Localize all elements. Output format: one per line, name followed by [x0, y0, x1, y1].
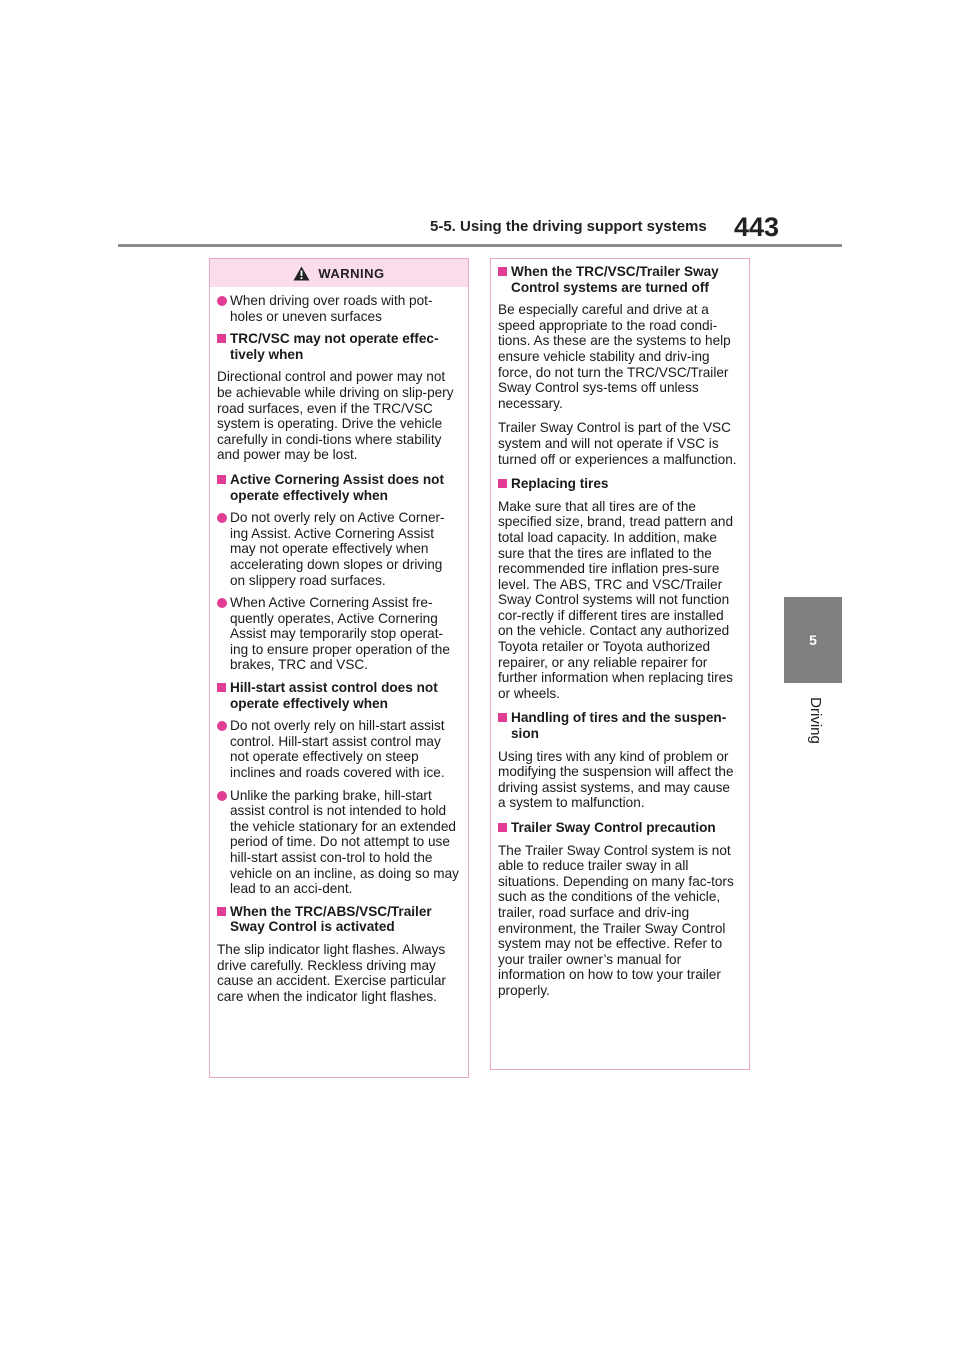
warning-label: WARNING	[318, 265, 385, 281]
page-number: 443	[734, 212, 780, 242]
header-rule	[118, 244, 842, 247]
list-item	[217, 293, 460, 324]
section-heading	[498, 264, 741, 295]
paragraph: The slip indicator light flashes. Always drive carefully. Reckless driving may cause an accident. Exercise particular care when the indicator light flashes.	[217, 941, 446, 1004]
heading-text: Hill-start assist control does not operate effectively when	[230, 680, 438, 711]
square-bullet-icon	[217, 334, 226, 343]
round-bullet-icon	[217, 791, 227, 801]
heading-text: TRC/VSC may not operate effec-tively when	[230, 331, 439, 362]
paragraph: Using tires with any kind of problem or modifying the suspension will affect the driving assist systems, and may cause a system to malfunction.	[498, 748, 734, 811]
paragraph: The Trailer Sway Control system is not able to reduce trailer sway in all situations. Depending on many fac-tors such as the conditions of the vehicle, trailer, road surface and driv-ing environment, the Trailer Sway Control system may not be effective. Refer to your trailer owner’s manual for information on how to tow your trailer properly.	[498, 842, 734, 998]
paragraph: Trailer Sway Control is part of the VSC system and will not operate if VSC is turned off or experiences a malfunction.	[498, 420, 737, 467]
round-bullet-icon	[217, 598, 227, 608]
heading-text: When the TRC/ABS/VSC/Trailer Sway Control is activated	[230, 903, 432, 935]
section-heading	[217, 331, 460, 362]
heading-text: When the TRC/VSC/Trailer Sway Control systems are turned off	[511, 264, 719, 295]
paragraph: Be especially careful and drive at a speed appropriate to the road condi-tions. As these are the systems to help ensure vehicle stability and driv-ing force, do not turn the TRC/VSC/Trailer Sway Control sys-tems off unless necessary.	[498, 302, 731, 411]
heading-text: Active Cornering Assist does not operate effectively when	[230, 471, 445, 503]
heading-text: Handling of tires and the suspen-sion	[511, 710, 727, 742]
section-heading	[217, 680, 460, 711]
heading-text: Replacing tires	[511, 476, 609, 492]
section-heading	[498, 710, 741, 741]
square-bullet-icon	[498, 823, 507, 832]
warning-content-left	[210, 287, 468, 1004]
round-bullet-icon	[217, 721, 227, 731]
bullet-text: When Active Cornering Assist fre-quently operates, Active Cornering Assist may temporarily stop operat-ing to ensure proper operation of the brakes, TRC and VSC.	[230, 595, 450, 673]
square-bullet-icon	[498, 267, 507, 276]
paragraph: Directional control and power may not be achievable while driving on slip-pery road surfaces, even if the TRC/VSC system is operating. Drive the vehicle carefully in condi-tions where stability and power may be lost.	[217, 369, 454, 463]
chapter-label	[800, 690, 830, 750]
square-bullet-icon	[498, 713, 507, 722]
bullet-text: Do not overly rely on Active Corner-ing Assist. Active Cornering Assist may not operate effectively when accelerating down slopes or driving on slippery road surfaces.	[230, 510, 445, 588]
paragraph: Make sure that all tires are of the specified size, brand, tread pattern and total load capacity. In addition, make sure that the tires are inflated to the recommended tire inflation pres-sure level. The ABS, TRC and VSC/Trailer Sway Control systems will not function cor-rectly if different tires are installed on the vehicle. Contact any authorized Toyota retailer or Toyota authorized repairer, or any reliable repairer for further information when replacing tires or wheels.	[498, 498, 734, 701]
section-heading	[217, 472, 460, 503]
round-bullet-icon	[217, 296, 227, 306]
section-heading	[217, 904, 460, 935]
warning-triangle-icon	[293, 266, 310, 281]
list-item	[217, 595, 460, 673]
chapter-label-text: Driving	[806, 696, 824, 744]
section-heading	[498, 476, 741, 492]
bullet-text: Unlike the parking brake, hill-start assist control is not intended to hold the vehicle stationary for an extended period of time. Do not attempt to use hill-start assist con-trol to hold the vehicle on an incline, as doing so may lead to an acci-dent.	[230, 787, 459, 897]
list-item	[217, 718, 460, 780]
square-bullet-icon	[217, 683, 226, 692]
square-bullet-icon	[217, 907, 226, 916]
warning-box-left	[209, 258, 469, 1078]
round-bullet-icon	[217, 513, 227, 523]
chapter-tab[interactable]	[784, 597, 842, 683]
square-bullet-icon	[217, 475, 226, 484]
list-item	[217, 510, 460, 588]
bullet-text: Do not overly rely on hill-start assist control. Hill-start assist control may not operate effectively on steep inclines and roads covered with ice.	[230, 718, 445, 781]
warning-content-right	[491, 259, 749, 999]
chapter-number: 5	[809, 632, 817, 648]
heading-text: Trailer Sway Control precaution	[511, 820, 716, 835]
section-heading	[498, 820, 741, 836]
warning-header	[210, 259, 468, 287]
warning-box-right	[490, 258, 750, 1070]
square-bullet-icon	[498, 479, 507, 488]
list-item	[217, 788, 460, 897]
section-title: 5-5. Using the driving support systems	[430, 218, 707, 235]
bullet-text: When driving over roads with pot-holes or uneven surfaces	[230, 293, 433, 324]
